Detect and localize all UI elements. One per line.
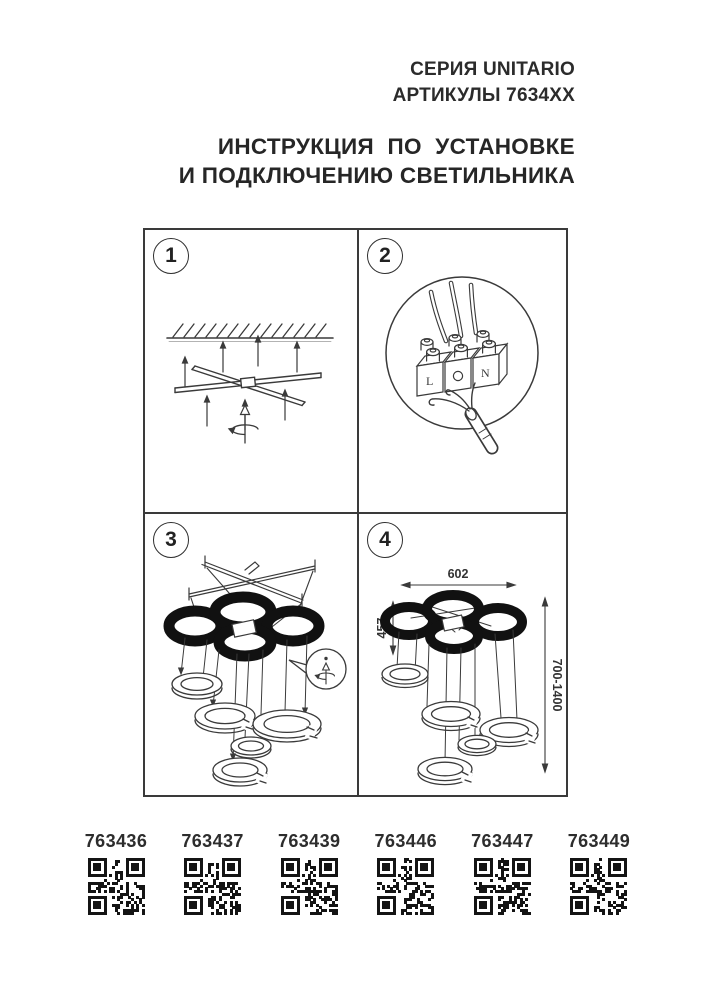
article-number: 763436: [84, 831, 148, 851]
supply-wires: [431, 283, 476, 341]
article-number: 763449: [567, 831, 631, 851]
series-title: СЕРИЯ UNITARIO: [410, 59, 575, 80]
article-qr-row: [84, 831, 631, 920]
canopy-height-label: 457: [375, 617, 389, 639]
article-number: 763446: [374, 831, 438, 851]
width-dimension-label: 602: [447, 567, 469, 581]
article-column: [374, 831, 438, 920]
twist-up-arrow-icon: [229, 405, 258, 443]
suspension-range-label: 700-1400: [550, 658, 564, 712]
light-rings: [172, 673, 321, 786]
step-3-number: 3: [165, 528, 177, 551]
neutral-terminal-label: N: [481, 366, 490, 380]
suspension-range-dimension: [542, 598, 564, 772]
step-number-badge: [153, 522, 189, 558]
step-1-panel: [145, 230, 359, 514]
qr-code: [88, 858, 145, 915]
terminal-block: [417, 331, 507, 396]
article-number: 763447: [471, 831, 534, 851]
step-4-panel: [359, 514, 566, 795]
header: [393, 57, 575, 109]
article-column: [277, 831, 341, 920]
step-number-badge: [153, 238, 189, 274]
title-line-2: И ПОДКЛЮЧЕНИЮ СВЕТИЛЬНИКА: [178, 163, 575, 189]
qr-code: [474, 858, 531, 915]
step-number-badge: [367, 522, 403, 558]
qr-code: [184, 858, 241, 915]
step-2-number: 2: [379, 244, 391, 267]
live-terminal-label: L: [426, 374, 434, 388]
page-title: [179, 132, 575, 191]
step-number-badge: [367, 238, 403, 274]
ceiling-hatch-icon: [167, 324, 333, 342]
article-column: [567, 831, 631, 920]
article-column: [181, 831, 245, 920]
qr-code: [570, 858, 627, 915]
qr-code: [281, 858, 338, 915]
step-1-number: 1: [165, 244, 177, 267]
mounting-bracket: [175, 366, 321, 406]
article-number: 763439: [277, 831, 341, 851]
article-number: 763437: [181, 831, 244, 851]
article-column: [470, 831, 534, 920]
steps-grid: [143, 228, 568, 797]
qr-code: [377, 858, 434, 915]
detail-callout: [289, 649, 346, 689]
title-line-1: ИНСТРУКЦИЯ ПО УСТАНОВКЕ: [217, 134, 575, 159]
step-2-panel: [359, 230, 566, 514]
article-column: [84, 831, 148, 920]
articles-line: АРТИКУЛЫ 7634XX: [392, 85, 575, 107]
step-3-panel: [145, 514, 359, 795]
step-4-number: 4: [379, 528, 391, 551]
width-dimension: [402, 567, 515, 588]
